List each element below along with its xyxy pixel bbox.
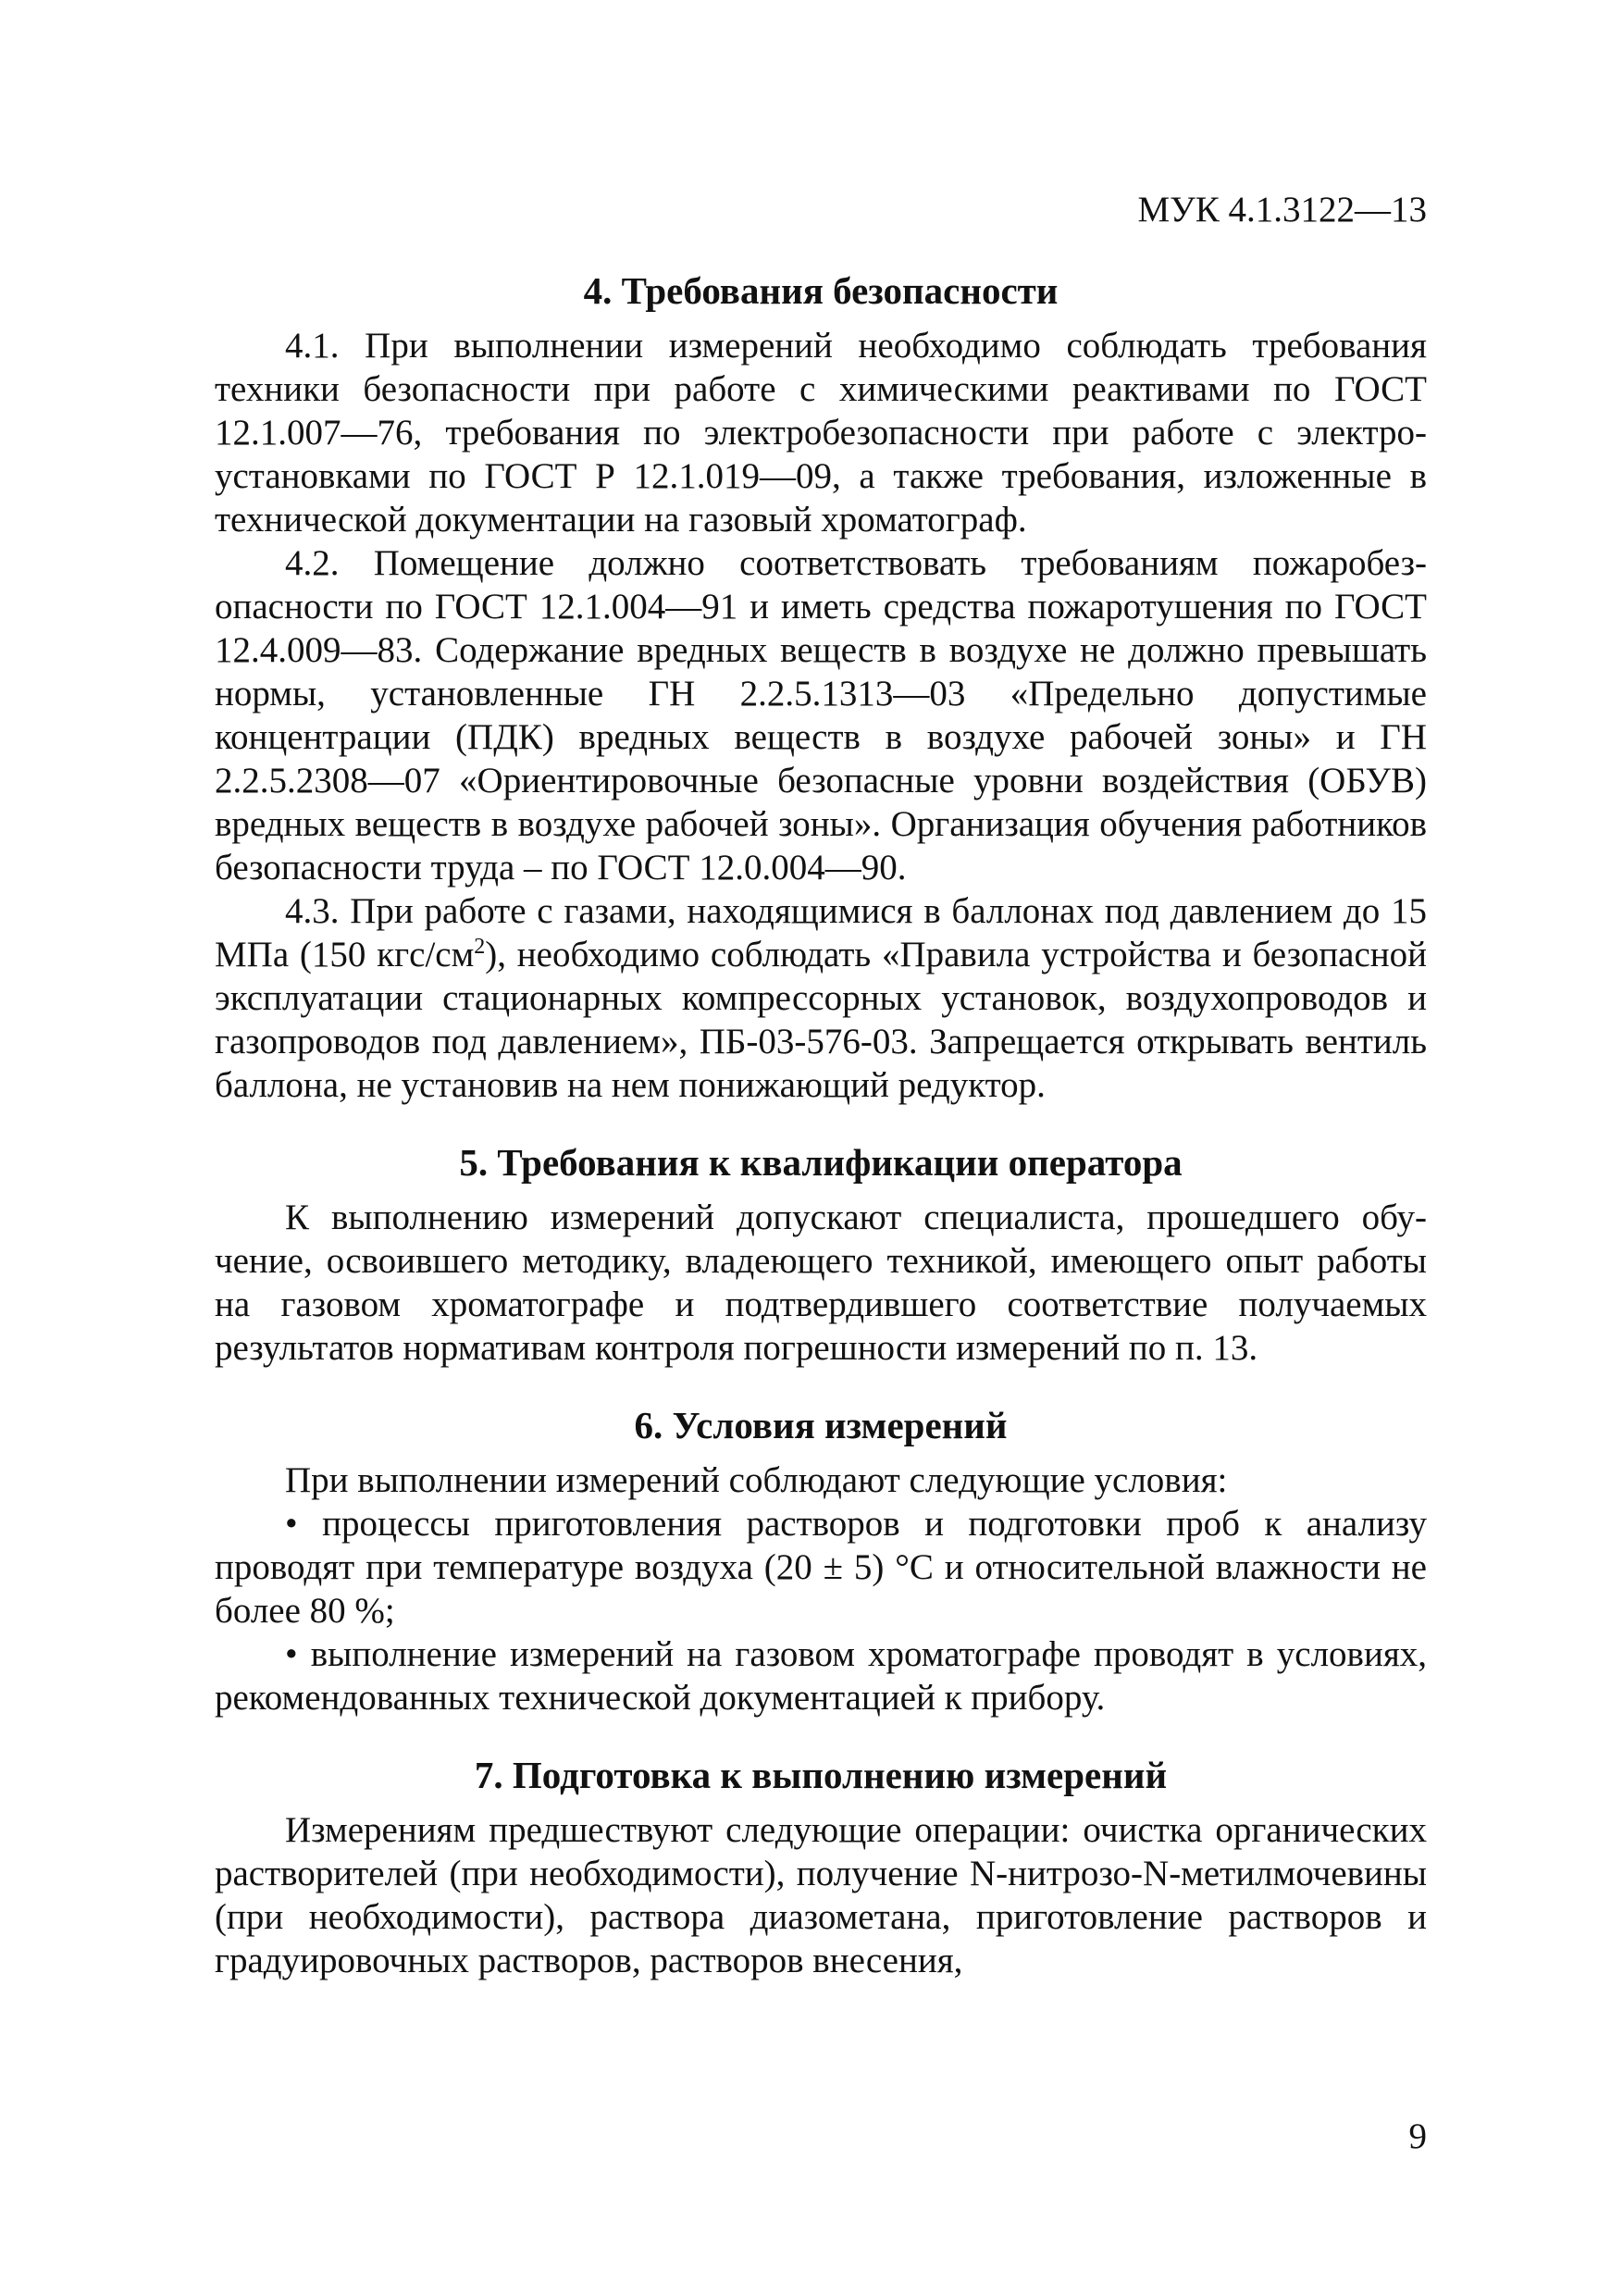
paragraph-6-intro: При выполнении измерений соблюдают следующие условия: (285, 1460, 1228, 1500)
section-safety-requirements (215, 268, 1427, 1107)
section-7-title: 7. Подготовка к выполнению измерений (474, 1754, 1168, 1796)
bullet-item-2-text: выполнение измерений на газовом хроматографе проводят в условиях, рекомендованных технической документацией к прибору. (215, 1634, 1428, 1718)
bullet-item-1-text: процессы приготовления растворов и подготовки проб к анализу проводят при температуре воздуха (20 ± 5) °С и относительной влажности не более 80 %; (215, 1504, 1428, 1631)
bullet-item-1 (215, 1502, 1427, 1632)
section-6-title: 6. Условия измерений (634, 1404, 1008, 1446)
bullet-item-2 (215, 1632, 1427, 1719)
bullet-icon: • (285, 1634, 298, 1674)
paragraph-4-1: 4.1. При выполнении измерений необходимо соблюдать требования техники безопасности при работе с химическими реактивами по ГОСТ 12.1.007—76, требования по электробезопасности при работе с электроустановками по ГОСТ Р 12.1.019—09, а также требования, изложенные в технической документации на газовый хроматограф. (215, 326, 1427, 540)
page-content (215, 268, 1427, 1982)
document-page (215, 0, 1427, 2296)
section-4-title: 4. Требования безопасности (583, 269, 1059, 312)
paragraph-4-3-text-start: 4.3. При работе с газами, находящимися в баллонах под давлением до 15 МПа (150 кгс/см (215, 891, 1427, 974)
superscript-exponent: 2 (474, 935, 486, 959)
paragraph-4-3 (215, 889, 1427, 1107)
section-5-title: 5. Требования к квалификации оператора (459, 1141, 1183, 1184)
page-number: 9 (1408, 2116, 1427, 2156)
bullet-icon: • (285, 1504, 298, 1544)
section-measurement-conditions (215, 1403, 1427, 1719)
paragraph-7-1: Измерениям предшествуют следующие операции: очистка органических растворителей (при необходимости), получение N-нитрозо-N-метилмочевины (при необходимости), раствора диазометана, приготовление растворов и градуировочных растворов, растворов внесения, (215, 1810, 1427, 1980)
section-measurement-preparation (215, 1753, 1427, 1982)
paragraph-4-2: 4.2. Помещение должно соответствовать требованиям пожаробезопасности по ГОСТ 12.1.004—91 и иметь средства пожаротушения по ГОСТ 12.4.009—83. Содержание вредных веществ в воздухе не должно превышать нормы, установленные ГН 2.2.5.1313—03 «Предельно допустимые концентрации (ПДК) вредных веществ в воздухе рабочей зоны» и ГН 2.2.5.2308—07 «Ориентировочные безопасные уровни воздействия (ОБУВ) вредных веществ в воздухе рабочей зоны». Организация обучения работников безопасности труда – по ГОСТ 12.0.004—90. (215, 543, 1427, 887)
section-operator-qualification (215, 1140, 1427, 1370)
paragraph-4-3-text-end: ), необходимо соблюдать «Правила устройства и безопасной эксплуатации стационарных компрессорных установок, воздухопроводов и газопроводов под давлением», ПБ-03-576-03. Запрещается открывать вентиль баллона, не установив на нем понижающий редуктор. (215, 935, 1427, 1105)
paragraph-5-1: К выполнению измерений допускают специалиста, прошедшего обучение, освоившего методику, владеющего техникой, имеющего опыт работы на газовом хроматографе и подтвердившего соответствие получаемых результатов нормативам контроля погрешности измерений по п. 13. (215, 1198, 1427, 1368)
running-header-doc-code: МУК 4.1.3122—13 (1137, 190, 1427, 230)
